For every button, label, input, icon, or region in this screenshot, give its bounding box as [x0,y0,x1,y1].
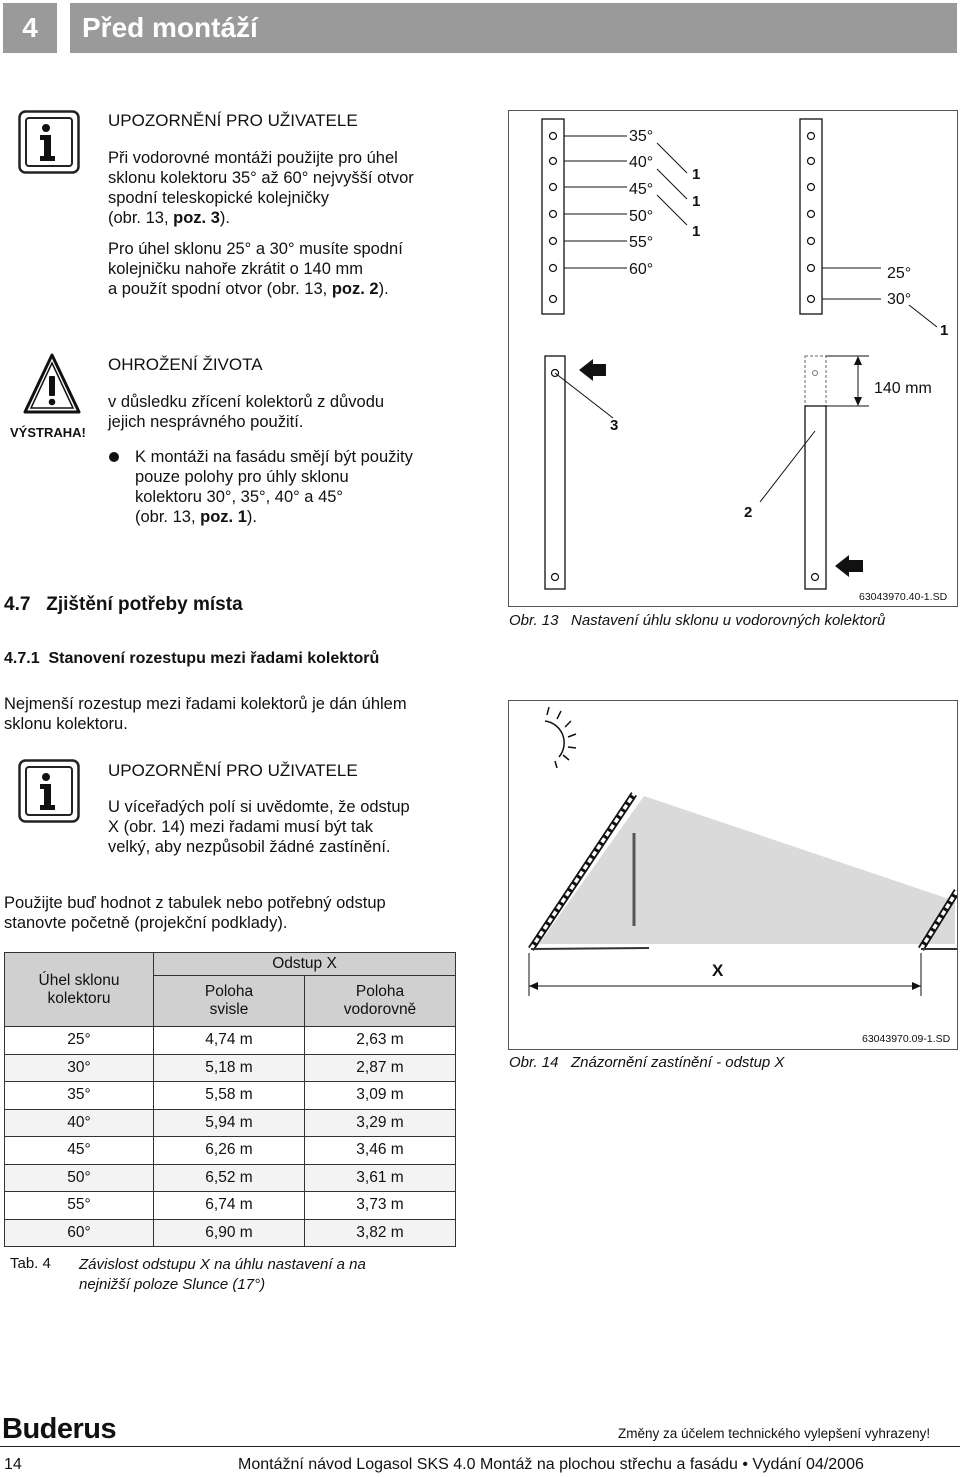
table-cell: 3,73 m [305,1192,456,1220]
table-row [5,1164,456,1192]
table-row [5,1192,456,1220]
table-header-horizontal: Poloha vodorovně [305,976,456,1027]
table-cell: 6,90 m [154,1219,305,1247]
table-cell: 5,58 m [154,1082,305,1110]
dimension-label: 140 mm [874,380,932,397]
table-cell: 3,09 m [305,1082,456,1110]
bullet-dot [109,452,119,462]
table-cell: 35° [5,1082,154,1110]
table-header-angle: Úhel sklonu kolektoru [5,953,154,1027]
table-cell: 50° [5,1164,154,1192]
table-row [5,1082,456,1110]
table-cell: 45° [5,1137,154,1165]
table-cell: 3,29 m [305,1109,456,1137]
chapter-number: 4 [3,3,57,53]
figure-13 [508,110,958,607]
footer-disclaimer: Změny za účelem technického vylepšení vyhrazeny! [618,1426,931,1441]
table-cell: 5,94 m [154,1109,305,1137]
table-row [5,1219,456,1247]
footer-doc-title: Montážní návod Logasol SKS 4.0 Montáž na plochou střechu a fasádu • Vydání 04/2006 [238,1456,864,1473]
figure-13-caption: Obr. 13 Nastavení úhlu sklonu u vodorovných kolektorů [509,612,886,629]
table-cell: 3,61 m [305,1164,456,1192]
intro-paragraph: Nejmenší rozestup mezi řadami kolektorů je dán úhlem sklonu kolektoru. [4,695,407,733]
angle-label: 45° [629,181,654,198]
table-cell: 55° [5,1192,154,1220]
table-cell: 6,52 m [154,1164,305,1192]
marker-2: 2 [744,504,753,521]
angle-label: 25° [887,265,912,282]
table-row [5,1137,456,1165]
table-cell: 6,74 m [154,1192,305,1220]
warning-bullet-text: K montáži na fasádu smějí být použity pouze polohy pro úhly sklonu kolektoru 30°, 35°, 40° a 45° (obr. 13, poz. 1). [135,448,413,526]
subsection-heading: 4.7.1 Stanovení rozestupu mezi řadami kolektorů [4,650,380,667]
notice-text: Při vodorovné montáži použijte pro úhel sklonu kolektoru 35° až 60° nejvyšší otvor spodní teleskopické kolejničky (obr. 13, poz. 3). Pro úhel sklonu 25° a 30° musíte spodní kolejničku nahoře zkrátit o 140 mm a použít spodní otvor (obr. 13, poz. 2). [108,149,414,298]
table-row [5,1109,456,1137]
table-cell: 60° [5,1219,154,1247]
angle-label: 60° [629,261,654,278]
sun-icon [545,707,576,768]
table-cell: 6,26 m [154,1137,305,1165]
angle-label: 30° [887,291,912,308]
dimension-x-label: X [712,961,724,980]
table-cell: 2,63 m [305,1027,456,1055]
angle-label: 50° [629,208,654,225]
table-cell: 5,18 m [154,1054,305,1082]
buderus-logo: Buderus [2,1413,117,1445]
notice-heading: UPOZORNĚNÍ PRO UŽIVATELE [108,111,358,130]
table-row [5,1054,456,1082]
angle-label: 35° [629,128,654,145]
figure-code: 63043970.09-1.SD [862,1033,951,1045]
table-cell: 3,46 m [305,1137,456,1165]
section-heading: 4.7 Zjištění potřeby místa [4,594,243,615]
table-cell: 4,74 m [154,1027,305,1055]
paragraph: Použijte buď hodnot z tabulek nebo potřebný odstup stanovte početně (projekční podklady). [4,894,386,932]
warning-triangle-icon [22,352,82,423]
chapter-title: Před montáží [70,3,957,53]
table-cell: 30° [5,1054,154,1082]
notice-text: U víceřadých polí si uvědomte, že odstup X (obr. 14) mezi řadami musí být tak velký, aby nezpůsobil žádné zastínění. [108,798,410,856]
table-header-vertical: Poloha svisle [154,976,305,1027]
info-icon [18,759,80,828]
warning-heading: OHROŽENÍ ŽIVOTA [108,355,263,374]
table-caption-label: Tab. 4 [10,1255,51,1272]
figure-14-caption: Obr. 14 Znázornění zastínění - odstup X [509,1054,785,1071]
marker-1: 1 [692,223,701,240]
table-row [5,1027,456,1055]
marker-1: 1 [692,193,701,210]
angle-label: 40° [629,154,654,171]
footer-divider [0,1446,960,1447]
table-caption: Závislost odstupu X na úhlu nastavení a na nejnižší poloze Slunce (17°) [79,1256,366,1293]
table-header-group: Odstup X [154,953,456,976]
table-cell: 2,87 m [305,1054,456,1082]
marker-3: 3 [610,417,619,434]
distance-table [4,952,456,1247]
figure-14 [508,700,958,1050]
warning-text: v důsledku zřícení kolektorů z důvodu jejich nesprávného použití. [108,393,385,431]
marker-1: 1 [940,322,949,339]
notice-heading: UPOZORNĚNÍ PRO UŽIVATELE [108,761,358,780]
page-number: 14 [4,1456,22,1473]
figure-code: 63043970.40-1.SD [859,591,948,603]
table-cell: 40° [5,1109,154,1137]
marker-1: 1 [692,166,701,183]
info-icon [18,110,80,179]
table-cell: 25° [5,1027,154,1055]
angle-label: 55° [629,234,654,251]
warning-label: VÝSTRAHA! [10,425,86,440]
table-cell: 3,82 m [305,1219,456,1247]
